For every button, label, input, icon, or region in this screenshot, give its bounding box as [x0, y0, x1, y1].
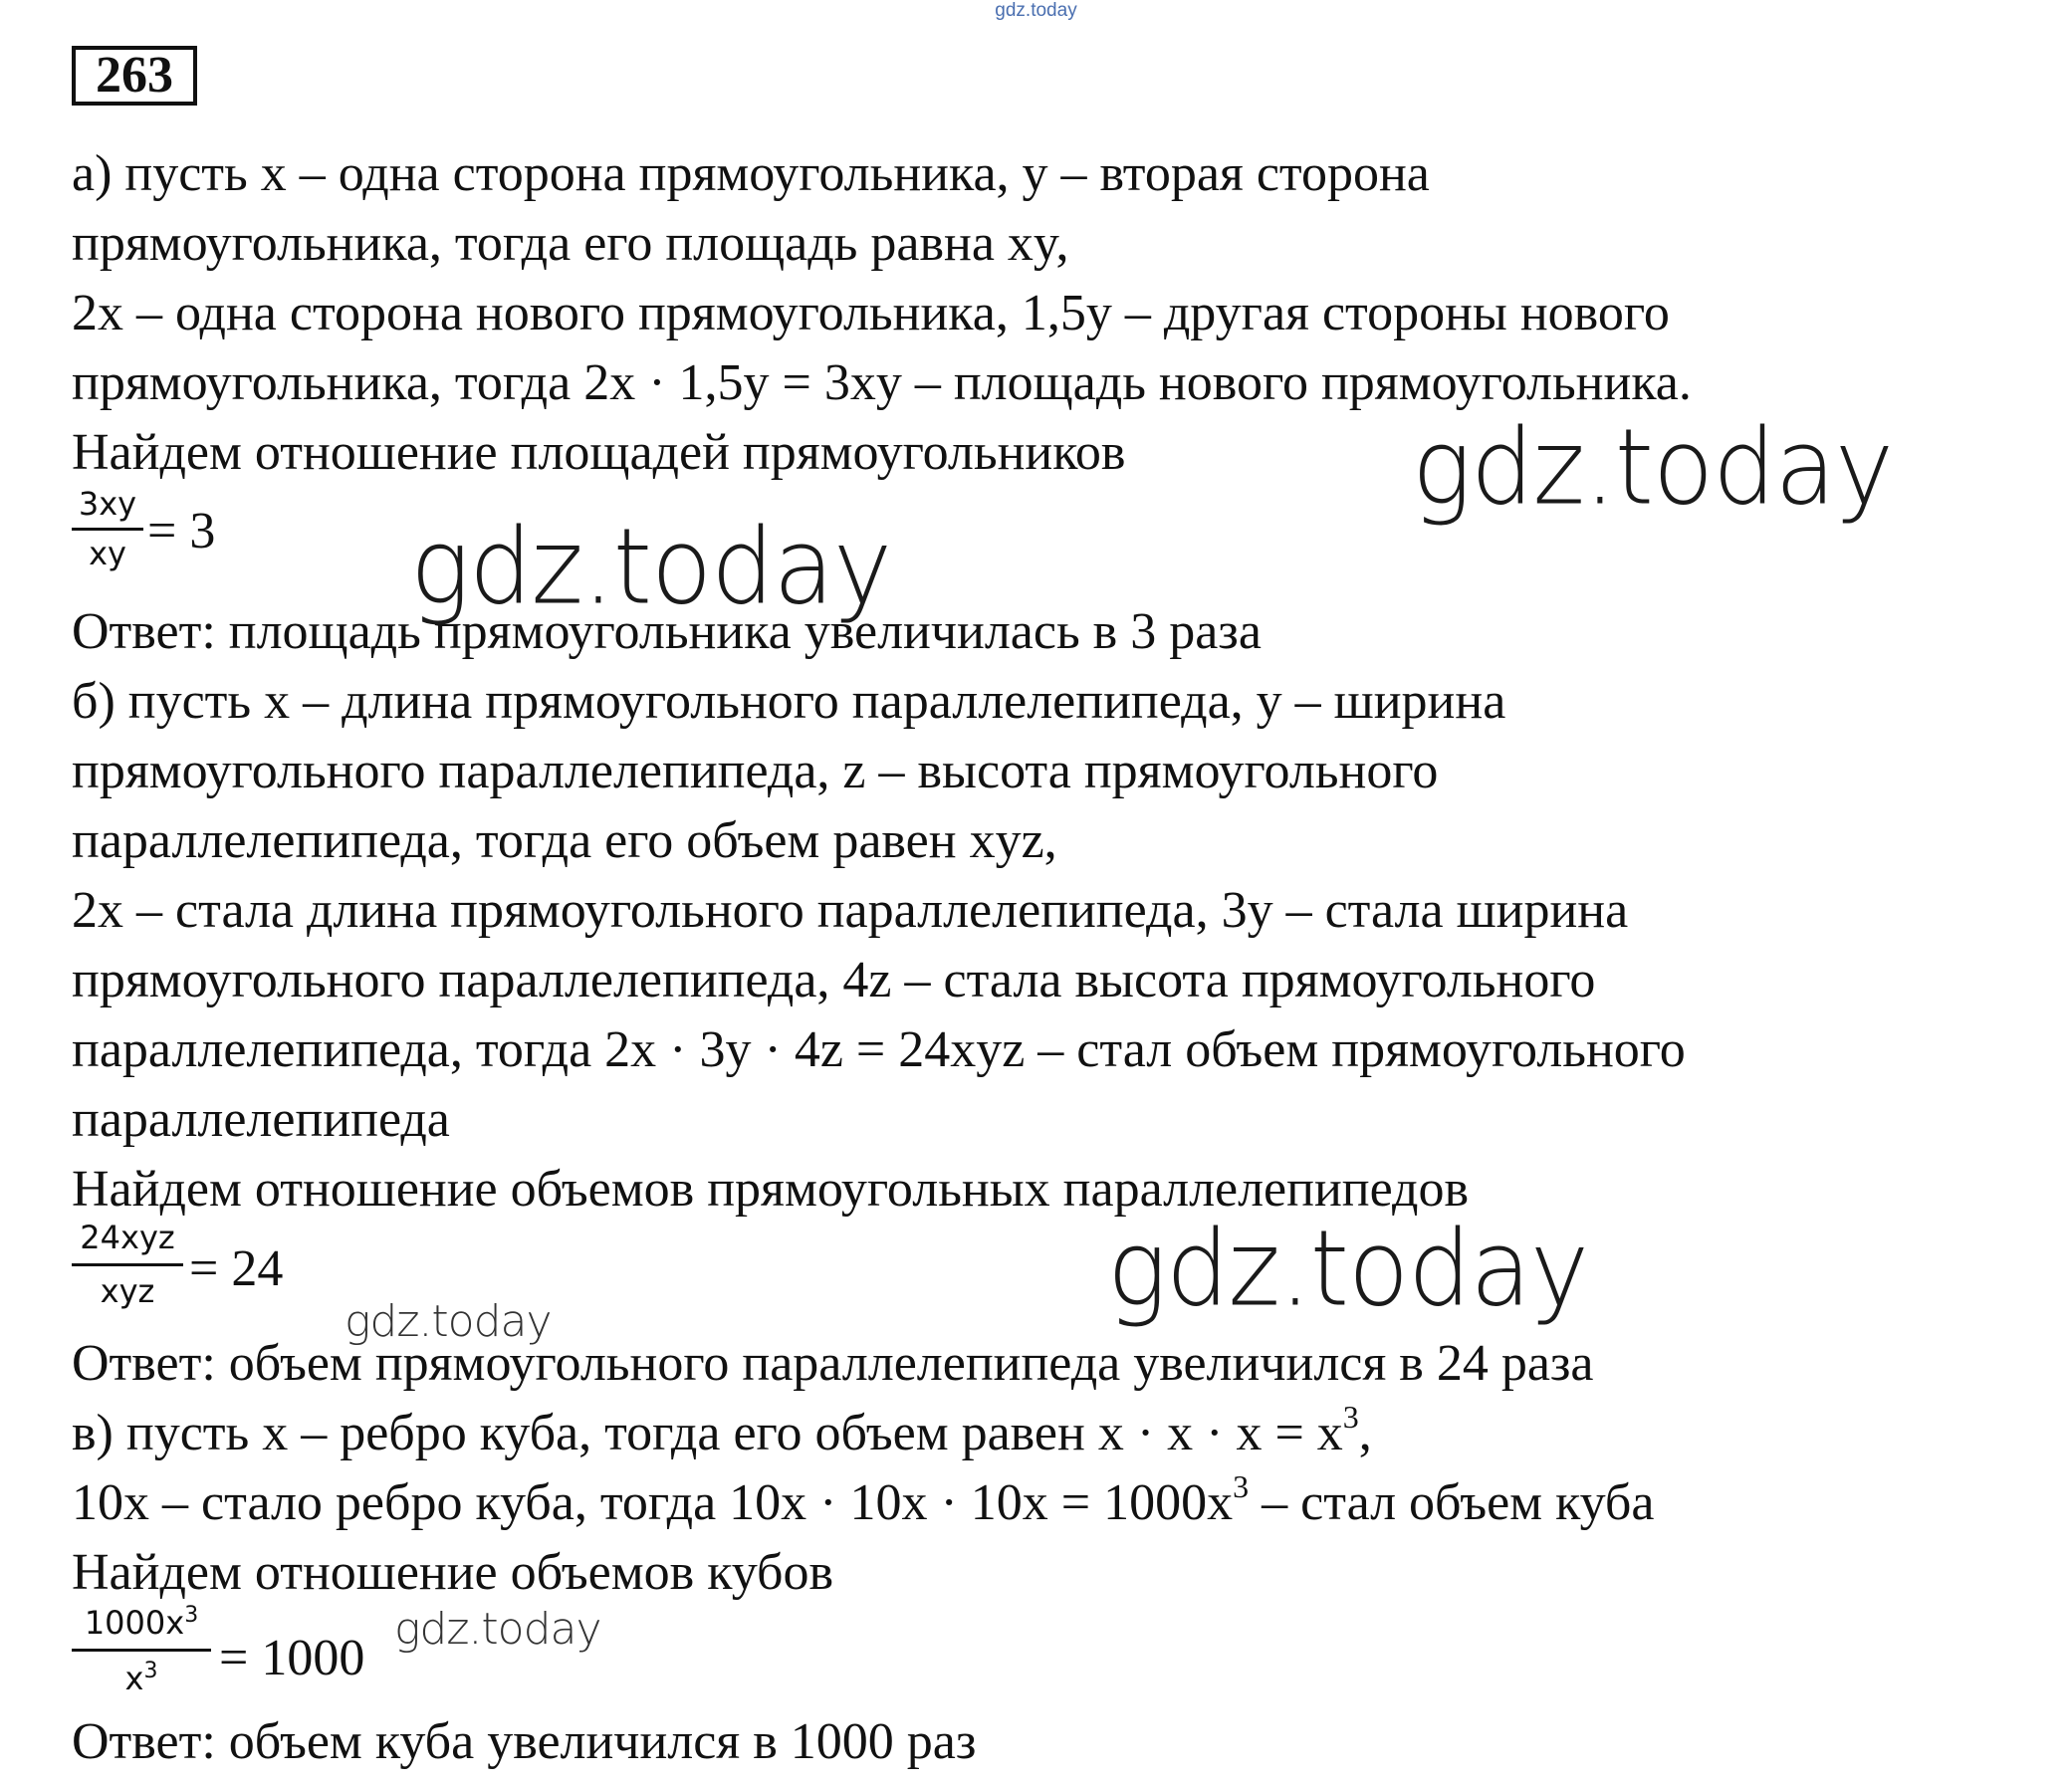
text-line: прямоугольного параллелепипеда, z – высота прямоугольного	[72, 743, 1439, 799]
fraction-bar	[72, 1649, 211, 1652]
fraction-numerator: 3xy	[78, 485, 137, 523]
text-line: параллелепипеда, тогда 2x · 3y · 4z = 24xyz – стал объем прямоугольного	[72, 1021, 1686, 1078]
watermark: gdz.today	[1412, 406, 1894, 529]
text-line: параллелепипеда	[72, 1091, 450, 1148]
text-segment: ,	[1358, 1405, 1372, 1461]
superscript: 3	[143, 1659, 158, 1683]
text-line: Найдем отношение объемов прямоугольных параллелепипедов	[72, 1161, 1470, 1218]
answer-line: Ответ: объем прямоугольного параллелепипеда увеличился в 24 раза	[72, 1335, 1594, 1392]
text-segment: в) пусть x – ребро куба, тогда его объем равен x · x · x = x	[72, 1405, 1343, 1461]
text-line: прямоугольного параллелепипеда, 4z – стала высота прямоугольного	[72, 952, 1596, 1008]
text-line: 2x – одна сторона нового прямоугольника, 1,5y – другая стороны нового	[72, 285, 1670, 341]
top-watermark: gdz.today	[995, 0, 1077, 21]
fraction-numerator	[72, 1605, 211, 1646]
watermark: gdz.today	[1107, 1208, 1589, 1330]
text-line: параллелепипеда, тогда его объем равен xyz,	[72, 812, 1057, 869]
fraction-denominator: xyz	[100, 1272, 155, 1310]
text-line: а) пусть x – одна сторона прямоугольника, y – вторая сторона	[72, 145, 1430, 202]
fraction-denominator	[72, 1661, 211, 1701]
text-line: б) пусть x – длина прямоугольного параллелепипеда, y – ширина	[72, 673, 1506, 730]
answer-line: Ответ: объем куба увеличился в 1000 раз	[72, 1713, 977, 1770]
text-line: Найдем отношение площадей прямоугольников	[72, 424, 1126, 481]
fraction-numerator: 24xyz	[80, 1219, 175, 1256]
problem-number: 263	[72, 46, 197, 106]
superscript: 3	[1342, 1399, 1359, 1435]
superscript: 3	[1233, 1468, 1250, 1504]
text-segment: 10x – стало ребро куба, тогда 10x · 10x · 10x = 1000x	[72, 1474, 1234, 1531]
watermark: gdz.today	[345, 1296, 552, 1347]
text-line: прямоугольника, тогда 2x · 1,5y = 3xy – площадь нового прямоугольника.	[72, 354, 1692, 411]
fraction-bar	[72, 1263, 183, 1266]
text-line: прямоугольника, тогда его площадь равна xy,	[72, 215, 1069, 272]
text-line	[72, 1399, 1372, 1468]
fraction-denominator: xy	[89, 535, 126, 572]
answer-line: Ответ: площадь прямоугольника увеличилась в 3 раза	[72, 603, 1262, 660]
numerator-base: 1000x	[84, 1604, 185, 1642]
fraction-result: = 1000	[219, 1630, 365, 1686]
text-line: 2x – стала длина прямоугольного параллелепипеда, 3y – стала ширина	[72, 882, 1629, 939]
fraction-result: = 3	[147, 503, 216, 559]
denominator-base: x	[124, 1660, 144, 1697]
superscript: 3	[184, 1603, 199, 1628]
text-line	[72, 1468, 1655, 1538]
watermark: gdz.today	[394, 1604, 601, 1655]
fraction-bar	[72, 528, 143, 531]
text-segment: – стал объем куба	[1249, 1474, 1655, 1531]
text-line: Найдем отношение объемов кубов	[72, 1544, 834, 1601]
fraction-result: = 24	[189, 1240, 284, 1297]
watermark: gdz.today	[410, 506, 892, 628]
